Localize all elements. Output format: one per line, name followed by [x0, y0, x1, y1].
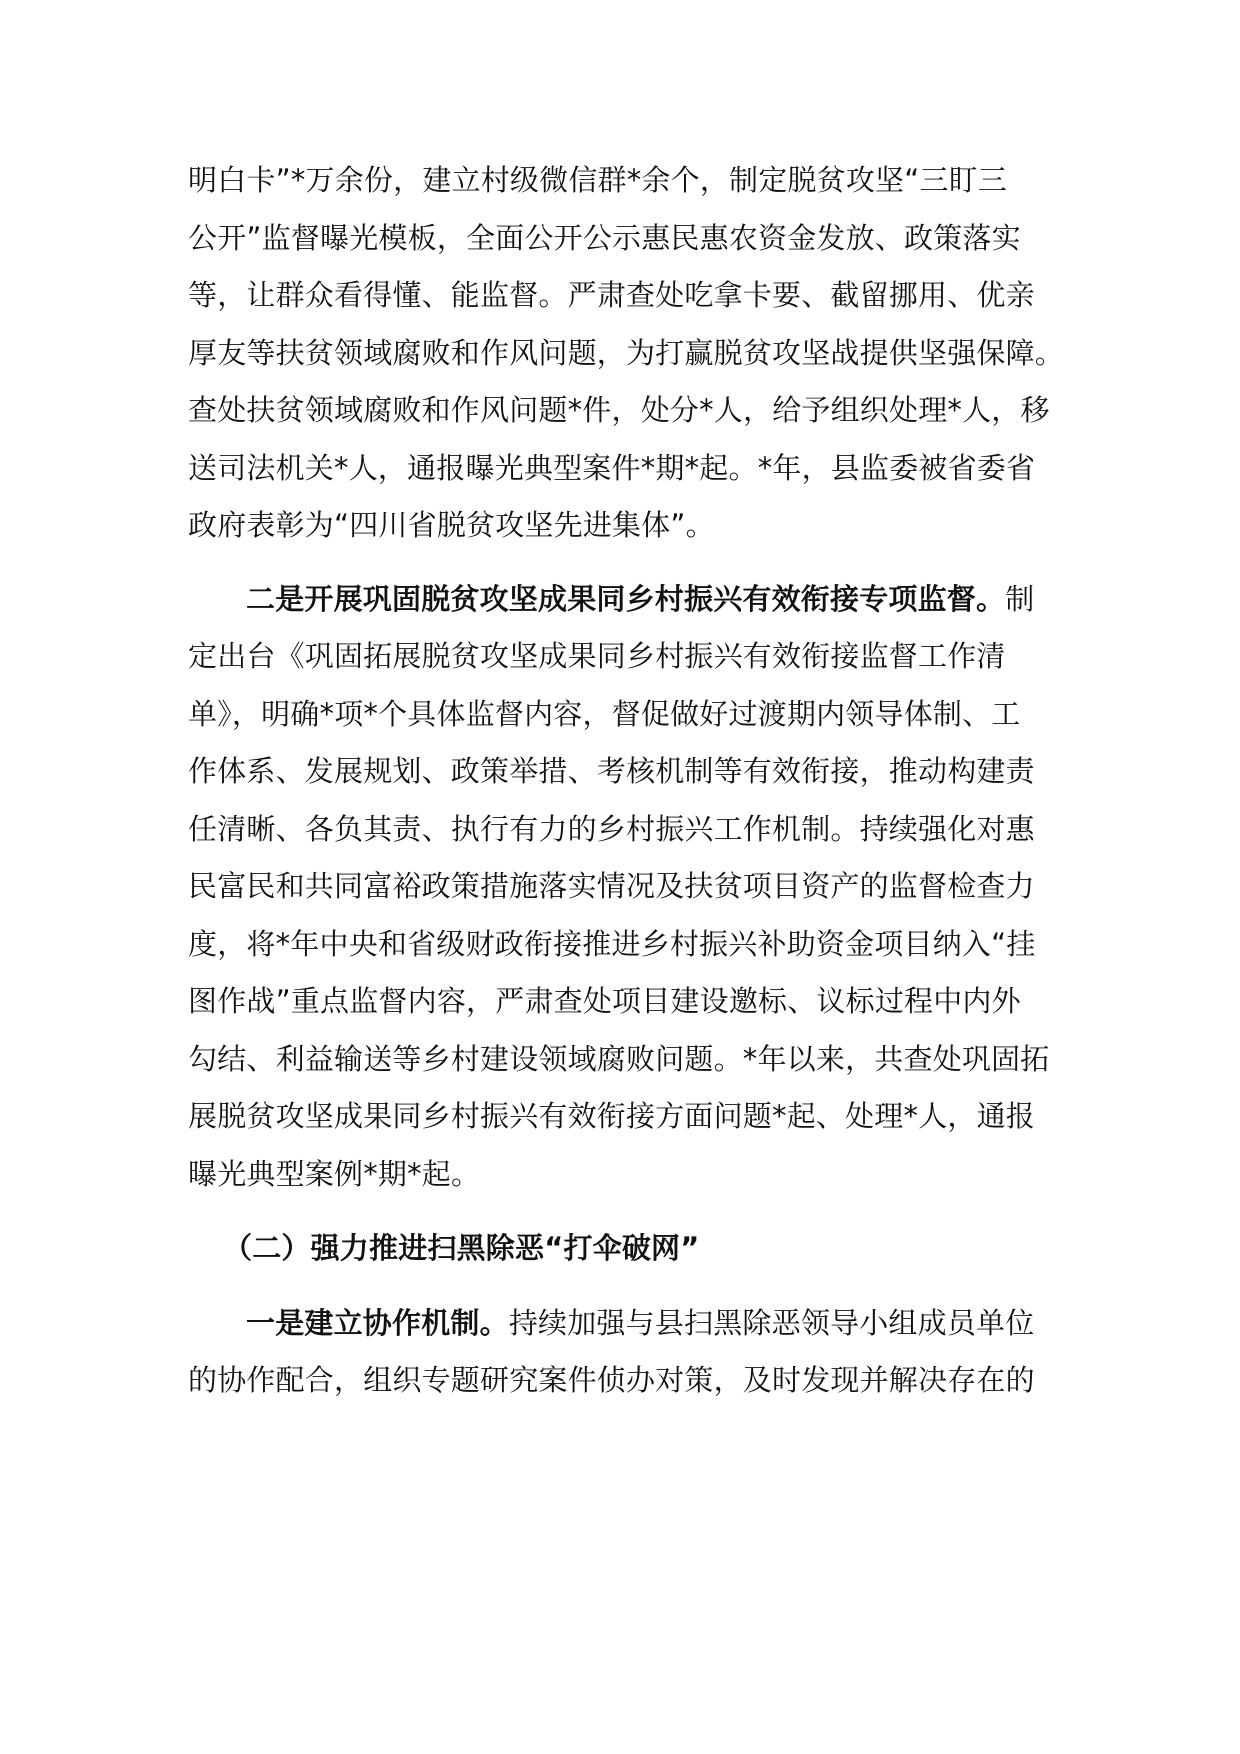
paragraph-line: 勾结、利益输送等乡村建设领域腐败问题。*年以来，共查处巩固拓 [188, 1042, 1050, 1076]
paragraph-line: 定出台《巩固拓展脱贫攻坚成果同乡村振兴有效衔接监督工作清 [188, 639, 1006, 673]
paragraph-heading: 二是开展巩固脱贫攻坚成果同乡村振兴有效衔接专项监督。 [246, 582, 1006, 616]
paragraph-line: 公开”监督曝光模板，全面公开公示惠民惠农资金发放、政策落实 [188, 221, 1021, 255]
section-heading: （二）强力推进扫黑除恶“打伞破网” [223, 1231, 700, 1265]
paragraph-first-line [246, 1303, 1034, 1343]
paragraph-line: 等，让群众看得懂、能监督。严肃查处吃拿卡要、截留挪用、优亲 [188, 278, 1035, 312]
paragraph-line: 明白卡”*万余份，建立村级微信群*余个，制定脱贫攻坚“三盯三 [188, 163, 1008, 197]
paragraph-line: 展脱贫攻坚成果同乡村振兴有效衔接方面问题*起、处理*人，通报 [188, 1099, 1036, 1133]
paragraph-line: 厚友等扶贫领域腐败和作风问题，为打赢脱贫攻坚战提供坚强保障。 [188, 336, 1065, 370]
paragraph-line: 政府表彰为“四川省脱贫攻坚先进集体”。 [188, 508, 715, 542]
paragraph-line: 作体系、发展规划、政策举措、考核机制等有效衔接，推动构建责 [188, 754, 1035, 788]
paragraph-text: 制 [1005, 582, 1035, 616]
paragraph-line: 曝光典型案例*期*起。 [188, 1157, 481, 1191]
paragraph-text: 持续加强与县扫黑除恶领导小组成员单位 [508, 1306, 1035, 1340]
paragraph-heading: 一是建立协作机制。 [246, 1306, 509, 1340]
paragraph-first-line [246, 579, 1034, 619]
paragraph-line: 查处扶贫领域腐败和作风问题*件，处分*人，给予组织处理*人，移 [188, 393, 1050, 427]
paragraph-line: 的协作配合，组织专题研究案件侦办对策，及时发现并解决存在的 [188, 1363, 1035, 1397]
paragraph-line: 民富民和共同富裕政策措施落实情况及扶贫项目资产的监督检查力 [188, 869, 1035, 903]
paragraph-line: 图作战”重点监督内容，严肃查处项目建设邀标、议标过程中内外 [188, 984, 1021, 1018]
paragraph-line: 任清晰、各负其责、执行有力的乡村振兴工作机制。持续强化对惠 [188, 812, 1035, 846]
paragraph-line: 度，将*年中央和省级财政衔接推进乡村振兴补助资金项目纳入“挂 [188, 927, 1036, 961]
paragraph-line: 送司法机关*人，通报曝光典型案件*期*起。*年，县监委被省委省 [188, 451, 1036, 485]
paragraph-line: 单》，明确*项*个具体监督内容，督促做好过渡期内领导体制、工 [188, 697, 1021, 731]
